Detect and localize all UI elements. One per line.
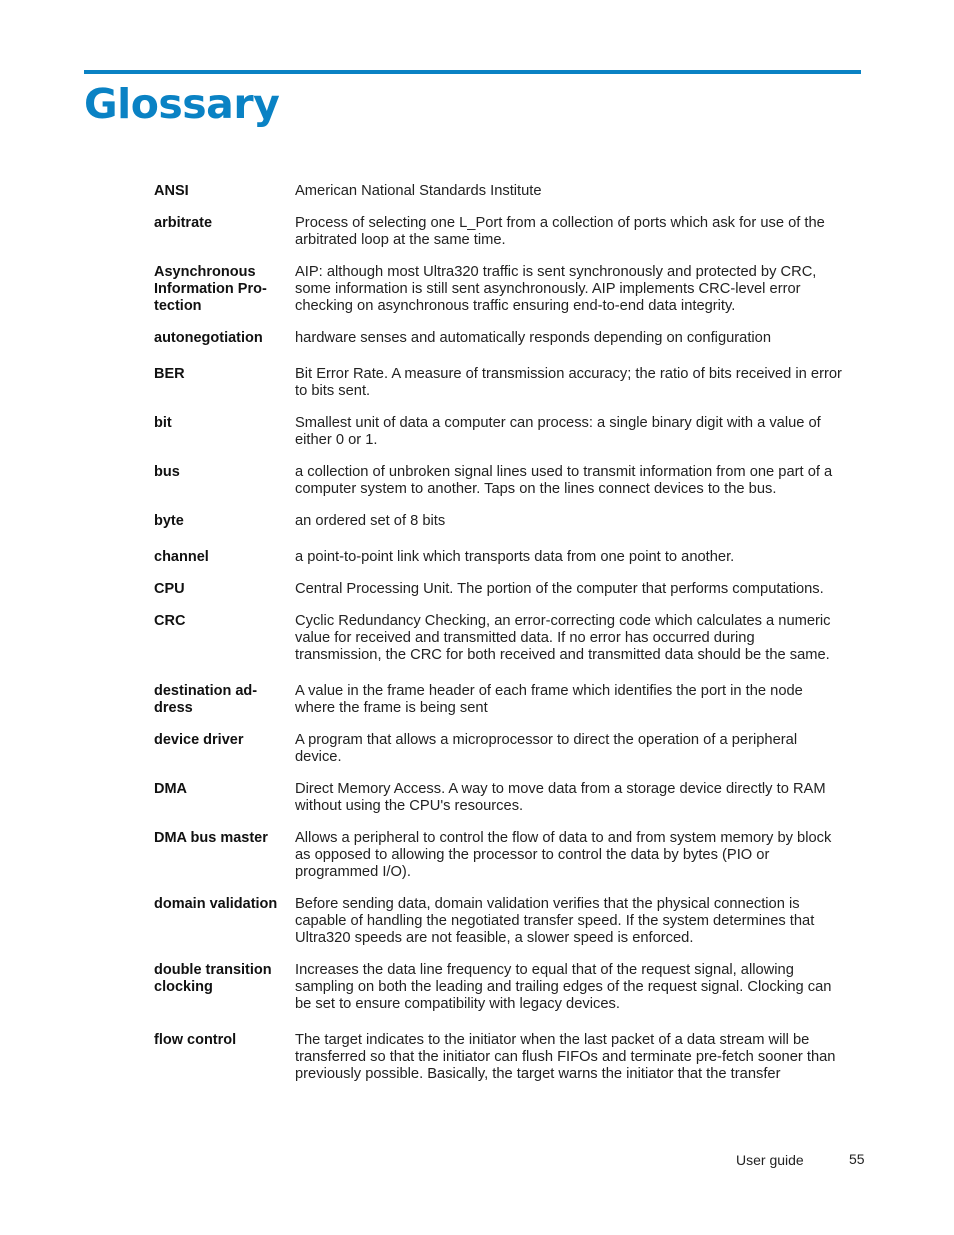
glossary-entry — [154, 830, 844, 881]
glossary-definition: a point-to-point link which transports data from one point to another. — [295, 549, 735, 565]
glossary-term: CPU — [154, 581, 185, 597]
glossary-entry — [154, 513, 844, 530]
glossary-term: BER — [154, 366, 185, 382]
glossary-definition: Process of selecting one L_Port from a collection of ports which ask for use of the arbitrated loop at the same time. — [295, 215, 825, 248]
glossary-definition: Smallest unit of data a computer can process: a single binary digit with a value of either 0 or 1. — [295, 415, 821, 448]
glossary-term: device driver — [154, 732, 244, 748]
glossary-term: bit — [154, 415, 172, 431]
glossary-entry — [154, 1032, 844, 1083]
glossary-entry — [154, 613, 844, 664]
glossary-definition: hardware senses and automatically responds depending on configuration — [295, 330, 772, 346]
glossary-entry — [154, 264, 844, 315]
glossary-definition: Direct Memory Access. A way to move data from a storage device directly to RAM without using the CPU's resources. — [295, 781, 826, 814]
glossary-definition: A program that allows a microprocessor to direct the operation of a peripheral device. — [295, 732, 798, 765]
glossary-entry — [154, 581, 844, 598]
glossary-entry — [154, 549, 844, 566]
glossary-definition: Cyclic Redundancy Checking, an error-correcting code which calculates a numeric value for received and transmitted data. If no error has occurred during transmission, the CRC for both received and transmitted data should be the same. — [295, 613, 831, 663]
glossary-entry — [154, 215, 844, 249]
glossary-entry — [154, 330, 844, 347]
glossary-term: bus — [154, 464, 180, 480]
glossary-entry — [154, 732, 844, 766]
glossary-definition: AIP: although most Ultra320 traffic is sent synchronously and protected by CRC, some information is still sent asynchronously. AIP implements CRC-level error checking on asynchronous traffic ensuring end-to-end data integrity. — [295, 264, 817, 314]
glossary-term: CRC — [154, 613, 186, 629]
glossary-entry — [154, 366, 844, 400]
glossary-term: byte — [154, 513, 184, 529]
glossary-entry — [154, 896, 844, 947]
glossary-definition: The target indicates to the initiator when the last packet of a data stream will be transferred so that the initiator can flush FIFOs and terminate pre-fetch sooner than previously possible. Basically, the target warns the initiator that the transfer — [295, 1032, 836, 1082]
glossary-definition: an ordered set of 8 bits — [295, 513, 446, 529]
glossary-list — [154, 183, 844, 1083]
glossary-term: Asynchronous Information Pro-tection — [154, 264, 267, 314]
glossary-definition: Bit Error Rate. A measure of transmission accuracy; the ratio of bits received in error to bits sent. — [295, 366, 842, 399]
title-rule — [84, 70, 861, 74]
glossary-term: DMA bus master — [154, 830, 268, 846]
glossary-term: double transition clocking — [154, 962, 272, 995]
glossary-term: domain validation — [154, 896, 278, 912]
glossary-term: arbitrate — [154, 215, 213, 231]
glossary-term: channel — [154, 549, 209, 565]
glossary-term: DMA — [154, 781, 188, 797]
glossary-definition: Allows a peripheral to control the flow of data to and from system memory by block as opposed to allowing the processor to control the data by bytes (PIO or programmed I/O). — [295, 830, 832, 880]
glossary-definition: American National Standards Institute — [295, 183, 542, 199]
glossary-term: ANSI — [154, 183, 189, 199]
glossary-term: destination ad-dress — [154, 683, 258, 716]
glossary-definition: Increases the data line frequency to equal that of the request signal, allowing sampling on both the leading and trailing edges of the request signal. Clocking can be set to ensure compatibility with legacy devices. — [295, 962, 832, 1012]
page-title: Glossary — [84, 80, 280, 128]
glossary-entry — [154, 415, 844, 449]
glossary-entry — [154, 683, 844, 717]
glossary-definition: Before sending data, domain validation verifies that the physical connection is capable of handling the negotiated transfer speed. If the system determines that Ultra320 speeds are not feasible, a slower speed is enforced. — [295, 896, 815, 946]
glossary-entry — [154, 962, 844, 1013]
page-number: 55 — [849, 1151, 865, 1167]
glossary-entry — [154, 464, 844, 498]
glossary-definition: A value in the frame header of each frame which identifies the port in the node where the frame is being sent — [295, 683, 803, 716]
glossary-entry — [154, 781, 844, 815]
glossary-definition: a collection of unbroken signal lines used to transmit information from one part of a computer system to another. Taps on the lines connect devices to the bus. — [295, 464, 833, 497]
footer-label: User guide — [736, 1152, 804, 1168]
glossary-entry — [154, 183, 844, 200]
glossary-definition: Central Processing Unit. The portion of the computer that performs computations. — [295, 581, 824, 597]
glossary-term: flow control — [154, 1032, 237, 1048]
glossary-term: autonegotiation — [154, 330, 263, 346]
